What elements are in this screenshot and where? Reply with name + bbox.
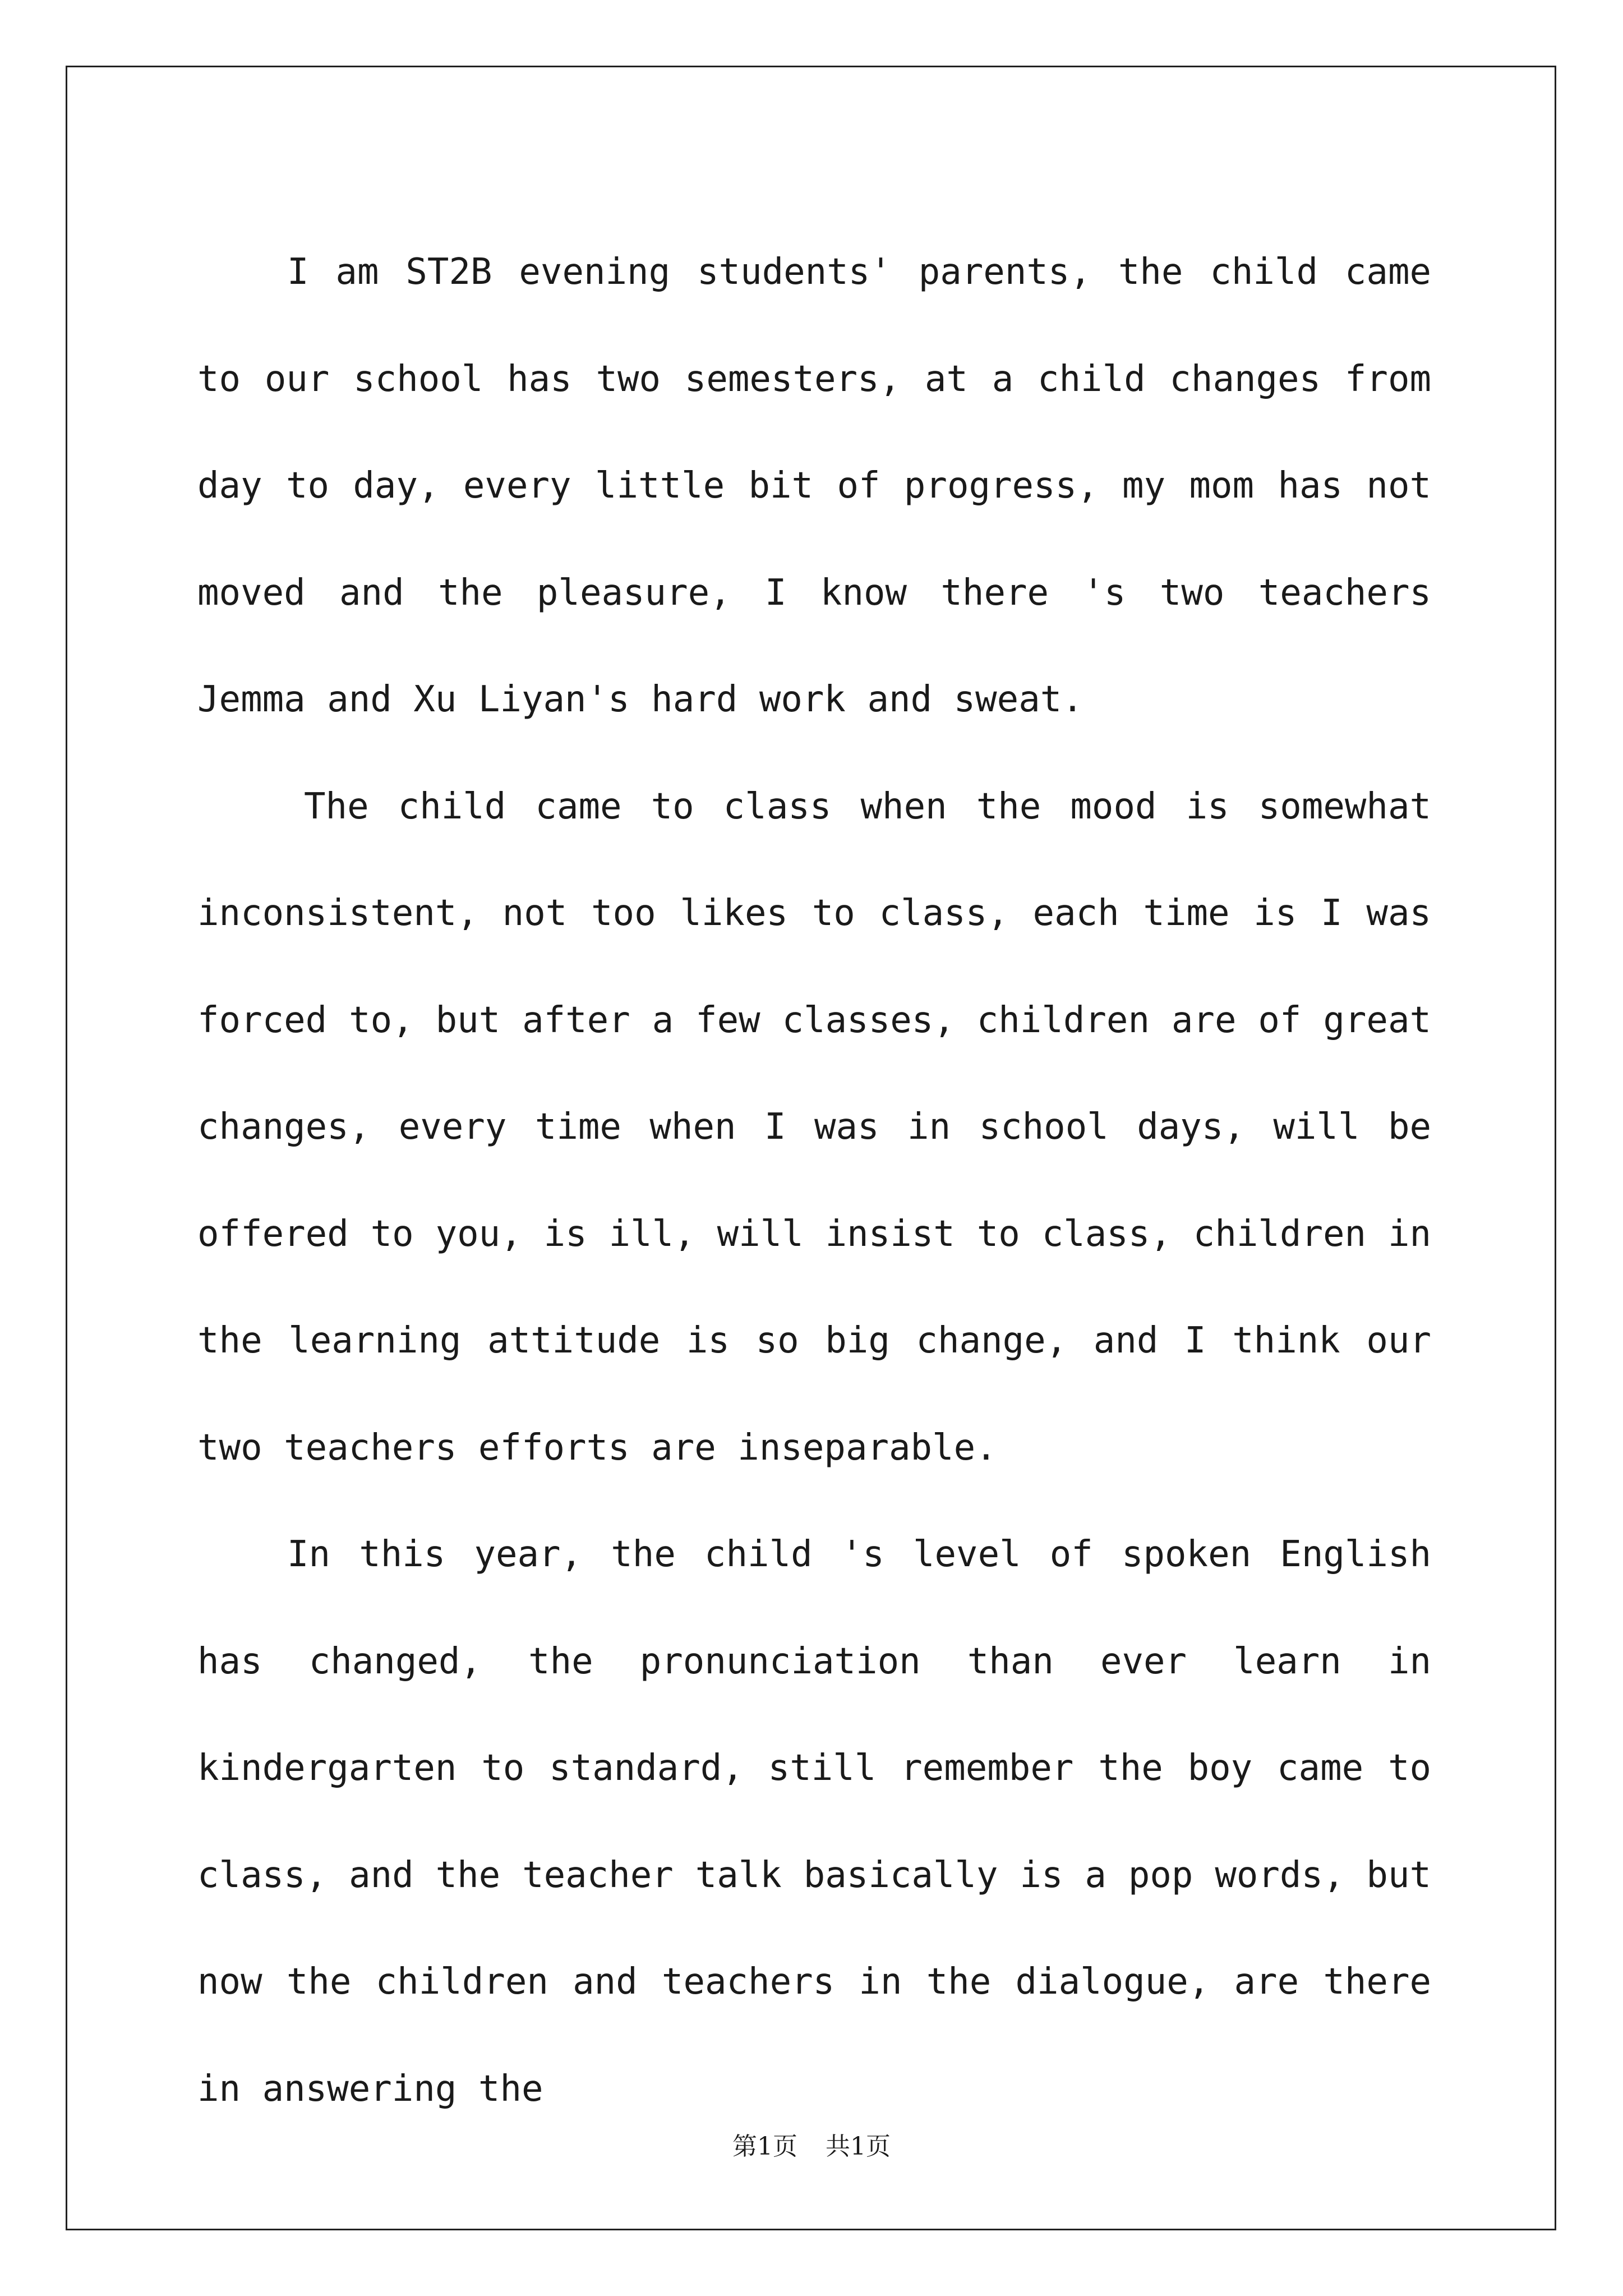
page-number: 第1页 [732, 2132, 797, 2161]
paragraph-3: In this year, the child 's level of spoken English has changed, the pronunciation than ever learn in kindergarten to standard, still remember the boy came to class, and the teacher talk basically is a pop words, but now the children and teachers in the dialogue, are there in answering the [197, 1534, 1431, 2110]
page-total: 共1页 [826, 2132, 891, 2161]
paragraph-1: I am ST2B evening students' parents, the child came to our school has two semesters, at a child changes from day to day, every little bit of progress, my mom has not moved and the pleasure, I know there 's two teachers Jemma and Xu Liyan's hard work and sweat. [197, 251, 1431, 720]
page-footer [0, 2126, 1623, 2162]
paragraph-2: The child came to class when the mood is somewhat inconsistent, not too likes to class, each time is I was forced to, but after a few classes, children are of great changes, every time when I was in school days, will be offered to you, is ill, will insist to class, children in the learning attitude is so big change, and I think our two teachers efforts are inseparable. [197, 785, 1431, 1469]
document-body [197, 219, 1431, 2142]
